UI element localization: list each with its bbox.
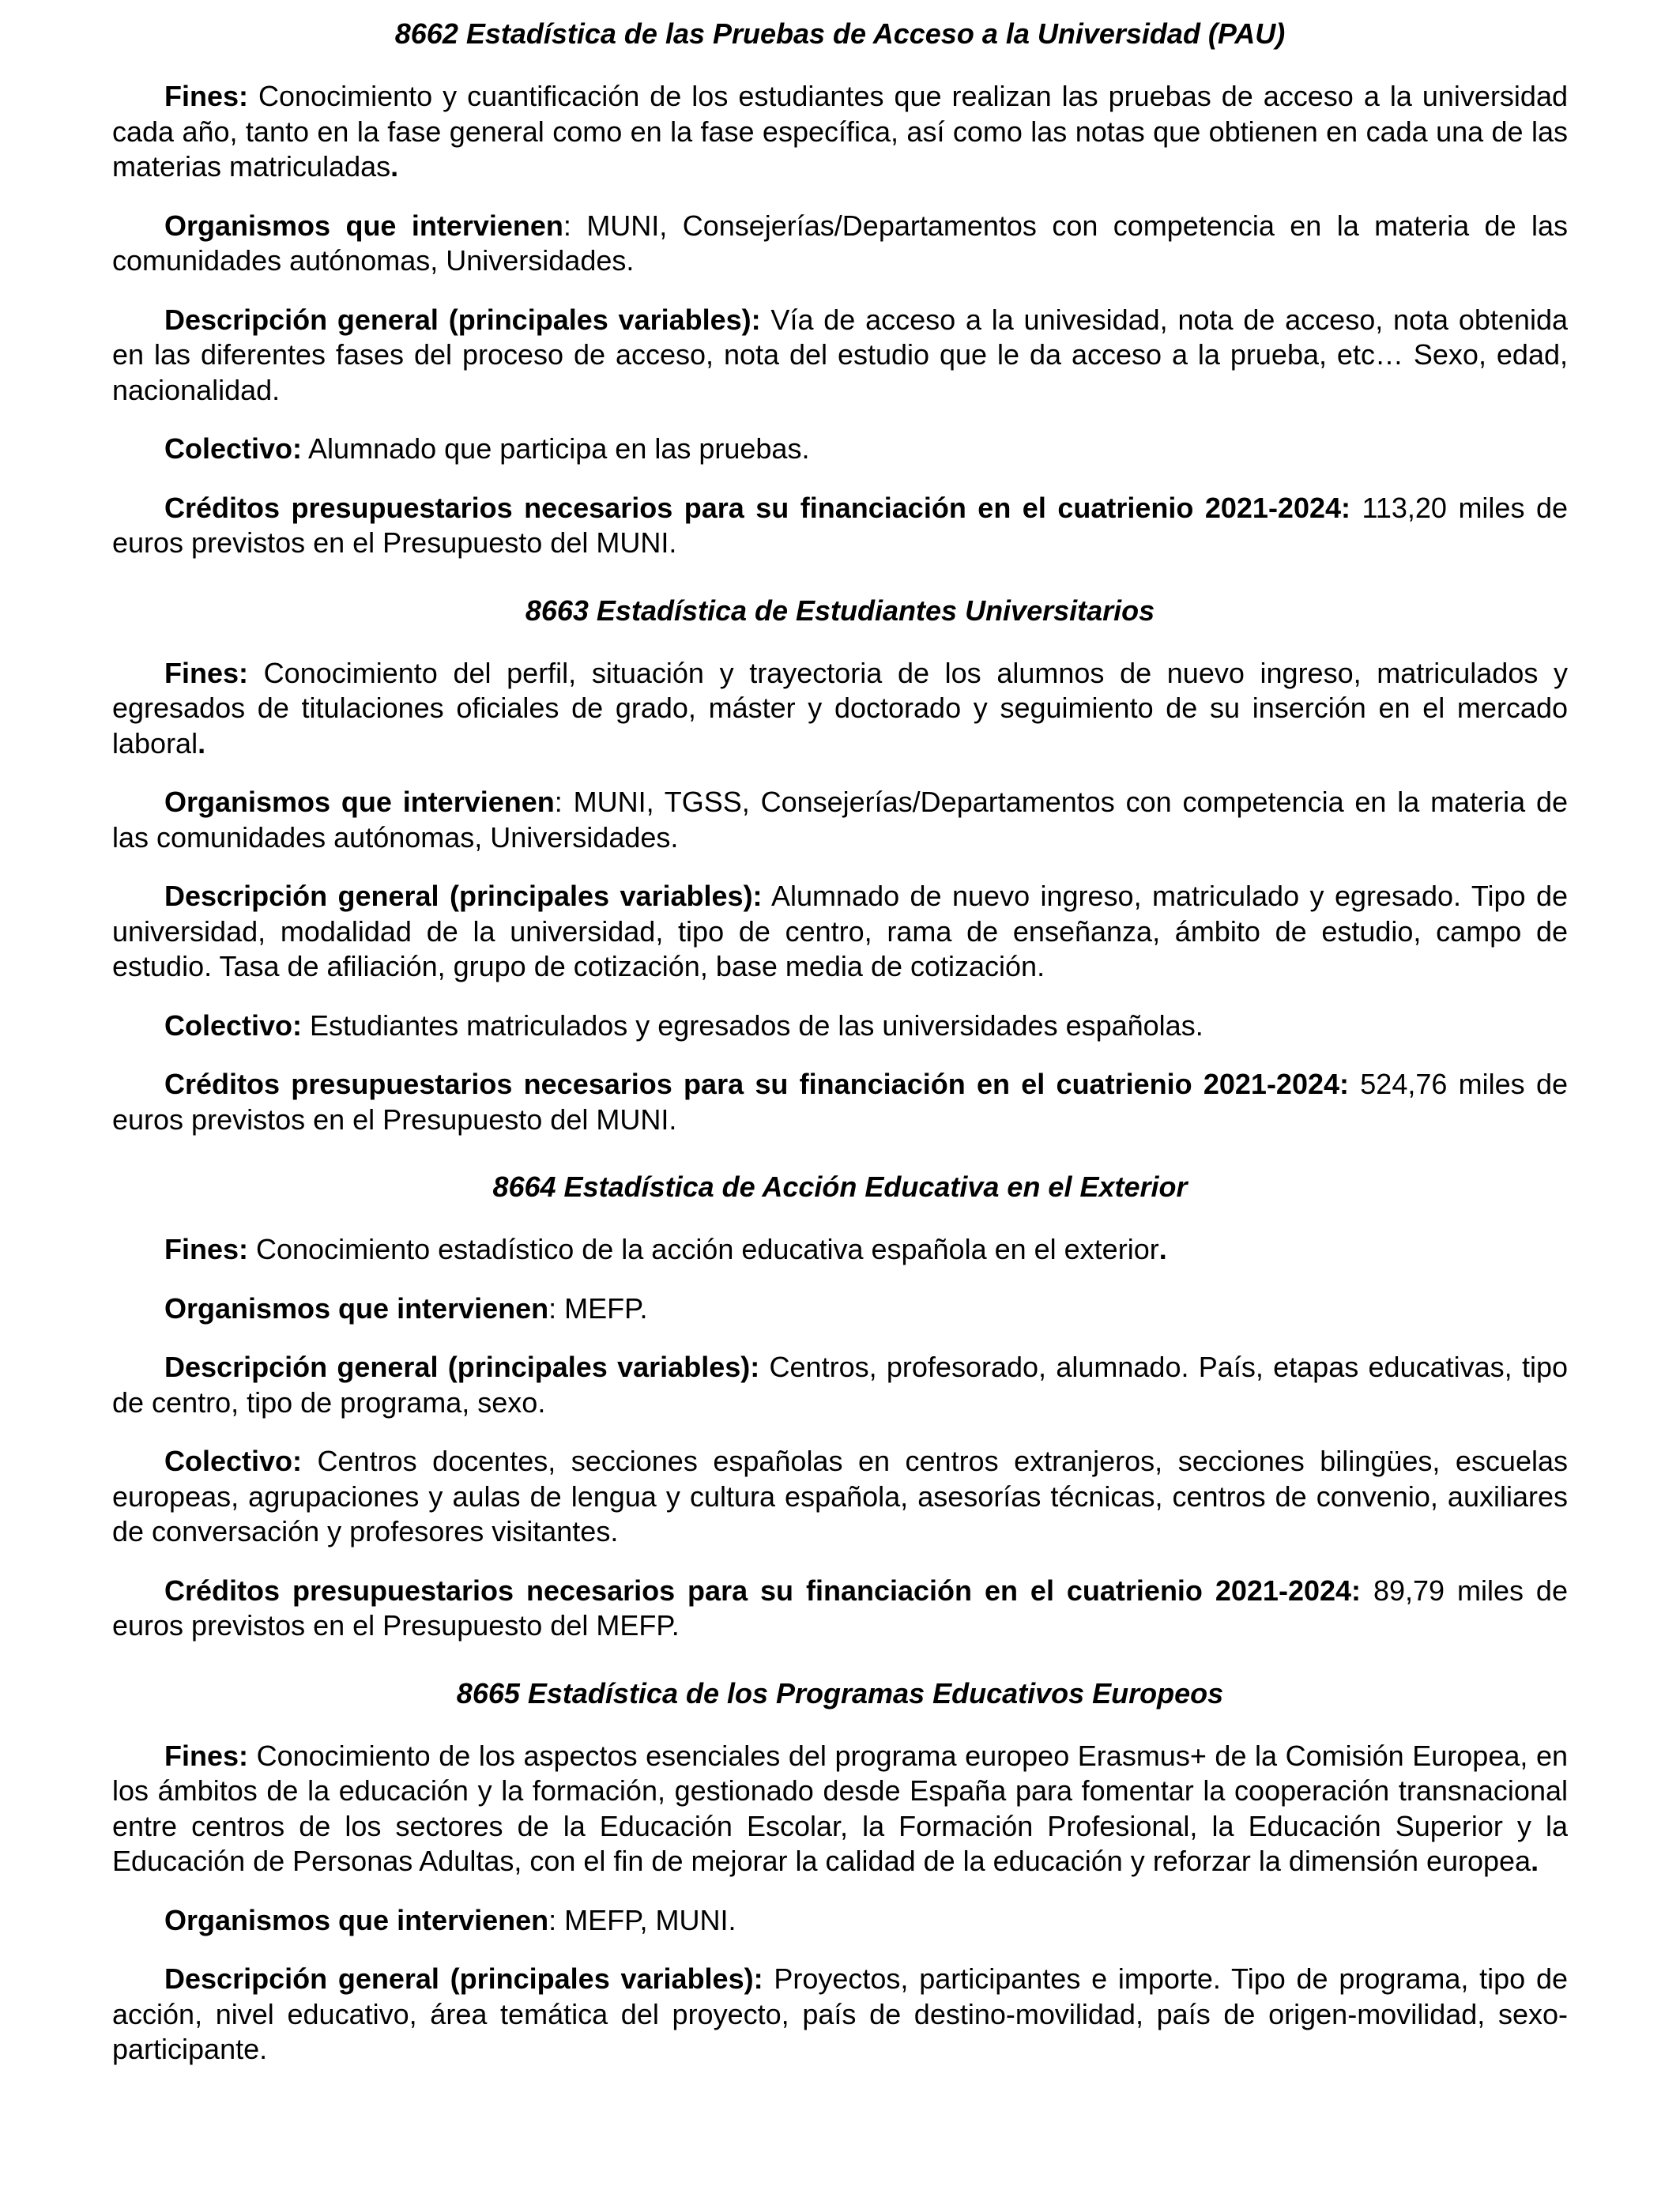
organismos-text: : MUNI, Consejerías/Departamentos con competencia en la materia de las comunidades autónomas, Universidades. [112,209,1569,277]
creditos-paragraph [112,1574,1568,1644]
organismos-paragraph [112,209,1568,279]
fines-label: Fines: [164,1739,249,1772]
fines-text: Conocimiento del perfil, situación y trayectoria de los alumnos de nuevo ingreso, matriculados y egresados de titulaciones oficiales de grado, máster y doctorado y seguimiento de su inserción en el mercado laboral [112,656,1568,760]
creditos-text: 113,20 miles de euros previstos en el Presupuesto del MUNI. [112,491,1568,559]
organismos-label: Organismos que intervienen [164,209,563,242]
fines-end: . [198,726,206,760]
fines-label: Fines: [164,80,249,112]
descripcion-text: Alumnado de nuevo ingreso, matriculado y egresado. Tipo de universidad, modalidad de la universidad, tipo de centro, rama de enseñanza, ámbito de estudio, campo de estudio. Tasa de afiliación, grupo de cotización, base media de cotización. [112,880,1568,982]
descripcion-paragraph [112,1962,1568,2068]
creditos-label: Créditos presupuestarios necesarios para su financiación en el cuatrienio 2021-2024: [164,491,1351,524]
fines-paragraph [112,656,1568,762]
descripcion-label: Descripción general (principales variables): [164,1962,763,1995]
colectivo-label: Colectivo: [164,1008,303,1042]
section-title: 8662 Estadística de las Pruebas de Acceso a la Universidad (PAU) [394,17,1286,50]
section-title: 8665 Estadística de los Programas Educativos Europeos [456,1676,1224,1710]
fines-label: Fines: [164,656,249,689]
creditos-paragraph [112,491,1568,561]
section-8664 [112,1169,1568,1644]
organismos-paragraph [112,1291,1568,1327]
descripcion-text: Proyectos, participantes e importe. Tipo de programa, tipo de acción, nivel educativo, área temática del proyecto, país de destino-movilidad, país de origen-movilidad, sexo-participante. [112,1962,1569,2065]
descripcion-label: Descripción general (principales variables): [164,303,761,336]
section-8663 [112,593,1568,1138]
colectivo-paragraph [112,432,1568,467]
section-title: 8664 Estadística de Acción Educativa en el Exterior [492,1171,1188,1203]
colectivo-label: Colectivo: [164,432,303,465]
descripcion-paragraph [112,879,1568,985]
fines-text: Conocimiento y cuantificación de los estudiantes que realizan las pruebas de acceso a la universidad cada año, tanto en la fase general como en la fase específica, así como las notas que obtienen en cada una de las materias matriculadas [112,80,1568,183]
descripcion-text: Vía de acceso a la univesidad, nota de acceso, nota obtenida en las diferentes fases del proceso de acceso, nota del estudio que le da acceso a la prueba, etc… Sexo, edad, nacionalidad. [112,303,1568,406]
section-8662 [112,16,1568,561]
fines-paragraph [112,1232,1568,1268]
organismos-text: : MEFP. [548,1291,648,1325]
creditos-text: 524,76 miles de euros previstos en el Presupuesto del MUNI. [112,1068,1568,1136]
colectivo-paragraph [112,1444,1568,1550]
colectivo-text: Alumnado que participa en las pruebas. [302,432,810,465]
organismos-paragraph [112,785,1568,855]
fines-end: . [1158,1233,1167,1265]
colectivo-paragraph [112,1008,1568,1044]
fines-end: . [390,150,399,183]
fines-paragraph [112,79,1568,185]
fines-text: Conocimiento estadístico de la acción educativa española en el exterior [248,1233,1159,1265]
organismos-label: Organismos que intervienen [164,1903,549,1936]
organismos-text: : MEFP, MUNI. [548,1903,736,1936]
document-page [112,16,1568,2091]
organismos-paragraph [112,1903,1568,1939]
descripcion-paragraph [112,1350,1568,1420]
fines-text: Conocimiento de los aspectos esenciales del programa europeo Erasmus+ de la Comisión Europea, en los ámbitos de la educación y la formación, gestionado desde España para fomentar la cooperación transnacional entre centros de los sectores de la Educación Escolar, la Formación Profesional, la Educación Superior y la Educación de Personas Adultas, con el fin de mejorar la calidad de la educación y reforzar la dimensión europea [112,1739,1568,1877]
organismos-text: : MUNI, TGSS, Consejerías/Departamentos con competencia en la materia de las comunidades autónomas, Universidades. [112,786,1569,854]
section-8665 [112,1676,1568,2068]
creditos-label: Créditos presupuestarios necesarios para su financiación en el cuatrienio 2021-2024: [164,1068,1350,1100]
descripcion-paragraph [112,303,1568,409]
creditos-text: 89,79 miles de euros previstos en el Presupuesto del MEFP. [112,1574,1568,1642]
organismos-label: Organismos que intervienen [164,1291,549,1325]
descripcion-label: Descripción general (principales variables): [164,1351,760,1383]
fines-paragraph [112,1739,1568,1879]
section-title: 8663 Estadística de Estudiantes Universitarios [525,594,1155,627]
fines-end: . [1531,1845,1539,1877]
colectivo-text: Centros docentes, secciones españolas en centros extranjeros, secciones bilingües, escuelas europeas, agrupaciones y aulas de lengua y cultura española, asesorías técnicas, centros de convenio, auxiliares de conversación y profesores visitantes. [112,1445,1568,1547]
creditos-label: Créditos presupuestarios necesarios para su financiación en el cuatrienio 2021-2024: [164,1574,1362,1607]
creditos-paragraph [112,1067,1568,1137]
descripcion-label: Descripción general (principales variables): [164,880,763,912]
descripcion-text: Centros, profesorado, alumnado. País, etapas educativas, tipo de centro, tipo de programa, sexo. [112,1351,1568,1419]
colectivo-text: Estudiantes matriculados y egresados de las universidades españolas. [302,1008,1203,1042]
fines-label: Fines: [164,1233,249,1265]
colectivo-label: Colectivo: [164,1445,303,1477]
organismos-label: Organismos que intervienen [164,786,555,818]
